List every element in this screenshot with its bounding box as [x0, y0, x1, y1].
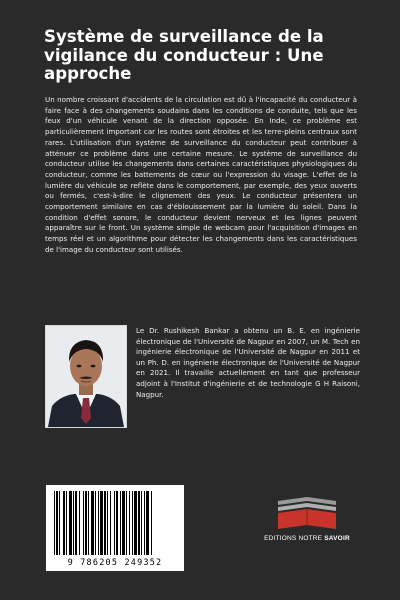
barcode-bar — [129, 491, 130, 555]
barcode-bar — [114, 491, 115, 555]
author-photo — [45, 325, 127, 428]
barcode-bar — [79, 491, 80, 555]
book-abstract: Un nombre croissant d'accidents de la circulation est dû à l'incapacité du conducteur à faire face à des changements soudains dans les conditions de conduite, tels que les feux d'un véhicule venant de la direction opposée. En Inde, ce problème est particulièrement important car les routes sont étroites et les terre-pleins centraux sont rares. L'utilisation d'un système de surveillance du conducteur peut contribuer à atténuer ce problème dans une certaine mesure. Le système de surveillance du conducteur utilise les changements dans certaines caractéristiques physiologiques du conducteur, comme les battements de cœur ou l'expression du visage. L'effet de la lumière du véhicule se reflète dans le comportement, par exemple, des yeux ouverts ou fermés, c'est-à-dire le clignement des yeux. Le conducteur présentera un comportement similaire en cas d'éblouissement par la lumière du soleil. Dans la condition d'effet sonore, le conducteur devient nerveux et les lignes peuvent apparaître sur le front. Un système simple de webcam pour l'acquisition d'images en temps réel et un algorithme pour détecter les changements dans les caractéristiques de l'image du conducteur sont utilisés. — [45, 95, 357, 254]
barcode-bar — [134, 491, 137, 555]
barcode-bar — [91, 491, 94, 555]
barcode-bar — [120, 491, 121, 555]
isbn-number: 9 786205 249352 — [67, 558, 163, 568]
barcode-bar — [59, 491, 60, 555]
barcode-bar — [98, 491, 99, 555]
publisher-name-regular: EDITIONS NOTRE — [264, 535, 325, 542]
barcode-bar — [107, 491, 108, 555]
barcode-bar — [151, 491, 152, 555]
barcode-bar — [116, 491, 118, 555]
book-title: Système de surveillance de la vigilance du conducteur : Une approche — [44, 27, 324, 84]
barcode-bar — [75, 491, 77, 555]
barcode-bar — [146, 491, 149, 555]
barcode-bar — [122, 491, 125, 555]
barcode-bar — [56, 491, 58, 555]
isbn-barcode — [46, 485, 184, 571]
barcode-bar — [144, 491, 145, 555]
barcode-bar — [141, 491, 142, 555]
author-portrait-image — [46, 326, 126, 427]
author-bio: Le Dr. Rushikesh Bankar a obtenu un B. E. en ingénierie électronique de l'Université de Nagpur en 2007, un M. Tech en ingénierie électronique de l'Université de Nagpur en 2011 et un Ph. D. en ingénierie électronique de l'Université de Nagpur en 2021. Il travaille actuellement en tant que professeur adjoint à l'Institut d'ingénierie et de technologie G H Raisoni, Nagpur. — [136, 326, 360, 399]
publisher-logo — [252, 495, 362, 555]
barcode-bar — [100, 491, 103, 555]
publisher-book-icon — [264, 495, 350, 531]
barcode-bar — [138, 491, 140, 555]
barcode-bar — [88, 491, 89, 555]
barcode-bar — [104, 491, 106, 555]
publisher-name — [252, 535, 362, 542]
barcode-bars — [46, 485, 184, 559]
barcode-bar — [63, 491, 65, 555]
barcode-bar — [95, 491, 96, 555]
barcode-bar — [66, 491, 67, 555]
barcode-bar — [83, 491, 84, 555]
barcode-bar — [126, 491, 127, 555]
barcode-bar — [85, 491, 87, 555]
barcode-bar — [54, 491, 55, 555]
barcode-bar — [132, 491, 133, 555]
barcode-bar — [69, 491, 72, 555]
publisher-name-bold: SAVOIR — [324, 535, 350, 542]
barcode-bar — [110, 491, 111, 555]
barcode-bar — [73, 491, 74, 555]
